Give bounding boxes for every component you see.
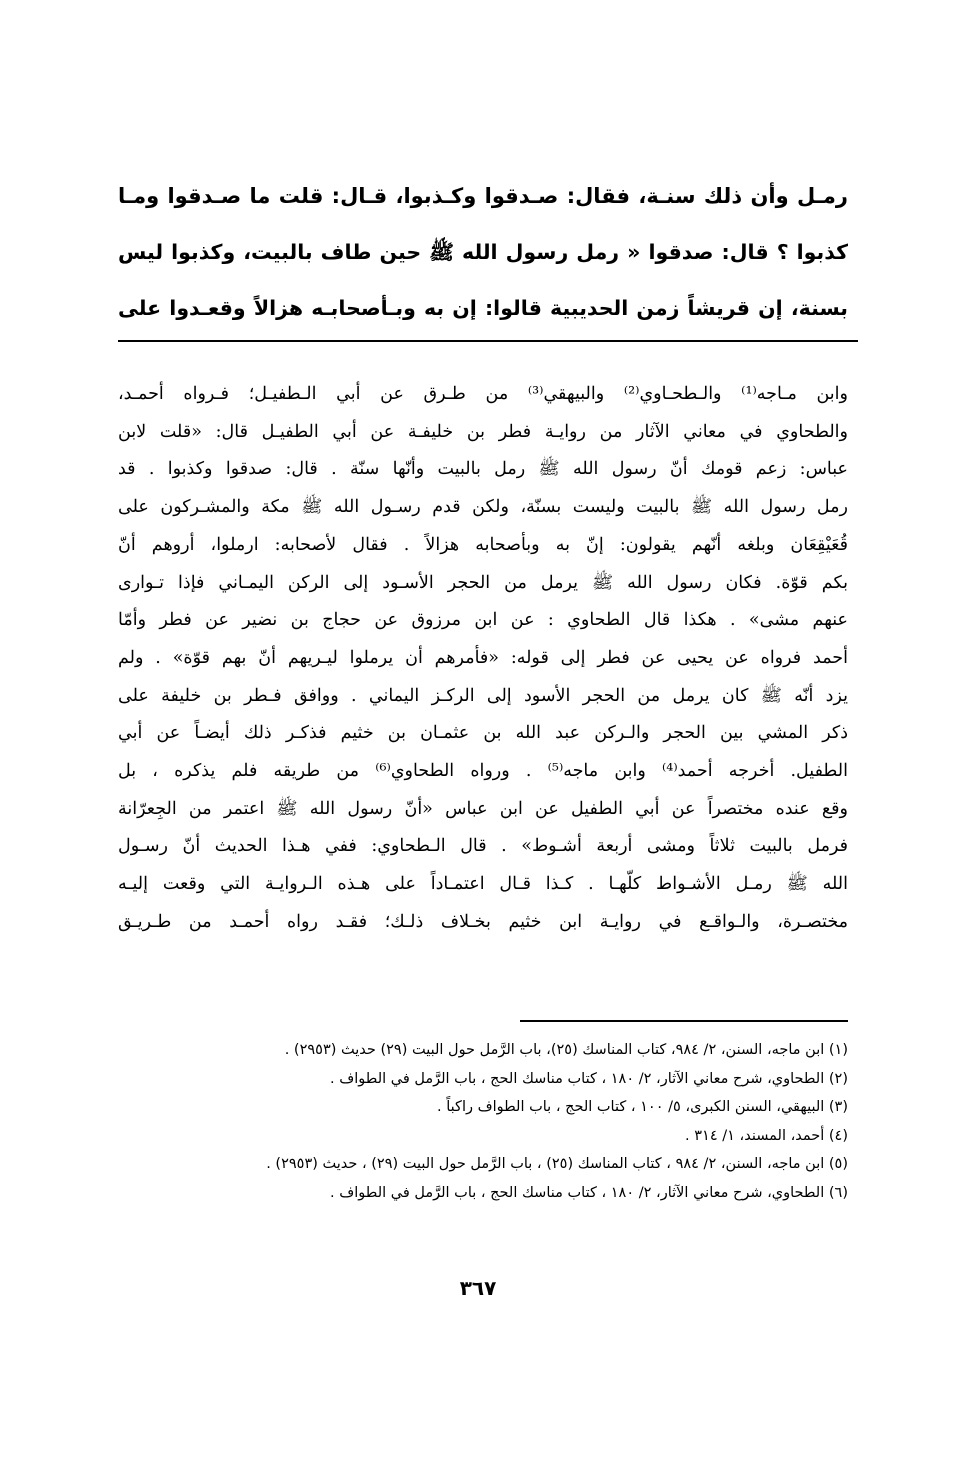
main-text-block	[118, 168, 848, 336]
commentary-line: وقع عنده مختصراً عن أبي الطفيل عن ابن عباس «أنّ رسول الله ﷺ اعتمر من الجِعرّانة	[118, 798, 848, 819]
commentary-block	[118, 376, 848, 942]
main-text-line: رمـل وأن ذلك سنـة، فقال: صـدقوا وكـذبوا، قـال: قلت ما صـدقوا ومـا	[118, 184, 848, 208]
commentary-line: بكم قوّة. فكان رسول الله ﷺ يرمل من الحجر الأسـود إلى الركن اليمـاني فإذا تـوارى	[118, 572, 848, 593]
footnote-2: (٢) الطحاوي، شرح معاني الآثار، ٢/ ١٨٠ ، كتاب مناسك الحج ، باب الرَّمل في الطواف .	[330, 1070, 848, 1087]
commentary-line: الله ﷺ رمـل الأشـواط كلّهـا . كـذا قـال اعتمـاداً على هـذه الـروايـة التي وقعت إليـه	[118, 874, 848, 895]
main-text-divider	[118, 340, 858, 342]
commentary-line: ذكر المشي بين الحجر والـركن عبد الله بن عثمـان بن خثيم فذكـر ذلك أيضـاً عن أبي	[118, 723, 848, 744]
commentary-line: رمل رسول الله ﷺ بالبيت وليست بسنّة، ولكن قدم رسـول الله ﷺ مكة والمشـركون على	[118, 497, 848, 518]
footnote-1: (١) ابن ماجه، السنن، ٢/ ٩٨٤، كتاب المناسك (٢٥)، باب الرَّمل حول البيت (٢٩) حديث (٢٩٥٣) .	[284, 1042, 848, 1058]
main-text-line: كذبوا ؟ قال: صدقوا « رمل رسول الله ﷺ حين طاف بالبيت، وكذبوا ليس	[118, 240, 848, 264]
footnotes-block	[118, 1036, 848, 1207]
commentary-line: قُعَيْقِعَان وبلغه أنّهم يقولون: إنّ به وبأصحابه هزالاً . فقال لأصحابه: ارملوا، أروهم أنّ	[118, 534, 848, 555]
commentary-line: وابن مـاجه⁽¹⁾ والـطحـاوي⁽²⁾ والبيهقي⁽³⁾ من طـرق عن أبي الـطفيـل؛ فـرواه أحمـد،	[118, 384, 848, 404]
main-text-line: بسنة، إن قريشاً زمن الحديبية قالوا: إن به وبـأصحابـه هزالاً وقعـدوا على	[118, 296, 848, 320]
commentary-line: عباس: زعم قومك أنّ رسول الله ﷺ رمل بالبيت وأنّها سنّة . قال: صدقوا وكذبوا . قد	[118, 459, 848, 480]
commentary-line: الطفيل. أخرجه أحمد⁽⁴⁾ وابن ماجه⁽⁵⁾ . ورواه الطحاوي⁽⁶⁾ من طريقه فلم يذكره ، بل	[118, 761, 848, 782]
footnote-6: (٦) الطحاوي، شرح معاني الآثار، ٢/ ١٨٠ ، كتاب مناسك الحج ، باب الرَّمل في الطواف .	[330, 1184, 848, 1201]
commentary-line: والطحاوي في معاني الآثار من روايـة فطر بن خليفـة عن أبي الطفيـل قال: «قلت لابن	[118, 421, 848, 442]
commentary-line: فرمل بالبيت ثلاثاً ومشى أربعة أشـوط» . قال الـطحاوي: ففي هـذا الحديث أنّ رسـول	[118, 836, 848, 857]
commentary-line: مختصـرة، والـواقـع في روايـة ابن خثيم بخـلاف ذلـك؛ فقـد رواه أحمـد من طـريـق	[118, 911, 848, 932]
commentary-line: عنهم مشى» . هكذا قال الطحاوي : عن ابن مرزوق عن حجاج بن نضير عن فطر وأمّا	[118, 610, 848, 631]
page-number: ٣٦٧	[459, 1276, 497, 1300]
footnote-3: (٣) البيهقي، السنن الكبرى، ٥/ ١٠٠ ، كتاب الحج ، باب الطواف راكباً .	[437, 1099, 848, 1115]
footnote-4: (٤) أحمد، المسند، ١/ ٣١٤ .	[685, 1127, 848, 1144]
commentary-line: أحمد فرواه عن يحيى عن فطر إلى قوله: «فأمرهم أن يرملوا ليـريهم أنّ بهم قوّة» . ولم	[118, 647, 848, 668]
footnote-5: (٥) ابن ماجه، السنن، ٢/ ٩٨٤ ، كتاب المناسك (٢٥) ، باب الرَّمل حول البيت (٢٩) ، حديث (٢٩٥٣) .	[266, 1156, 848, 1172]
footnote-divider	[520, 1020, 848, 1022]
commentary-line: يزد أنّه ﷺ كان يرمل من الحجر الأسود إلى الركـز اليماني . ووافق فـطر بن خليفة على	[118, 685, 848, 706]
